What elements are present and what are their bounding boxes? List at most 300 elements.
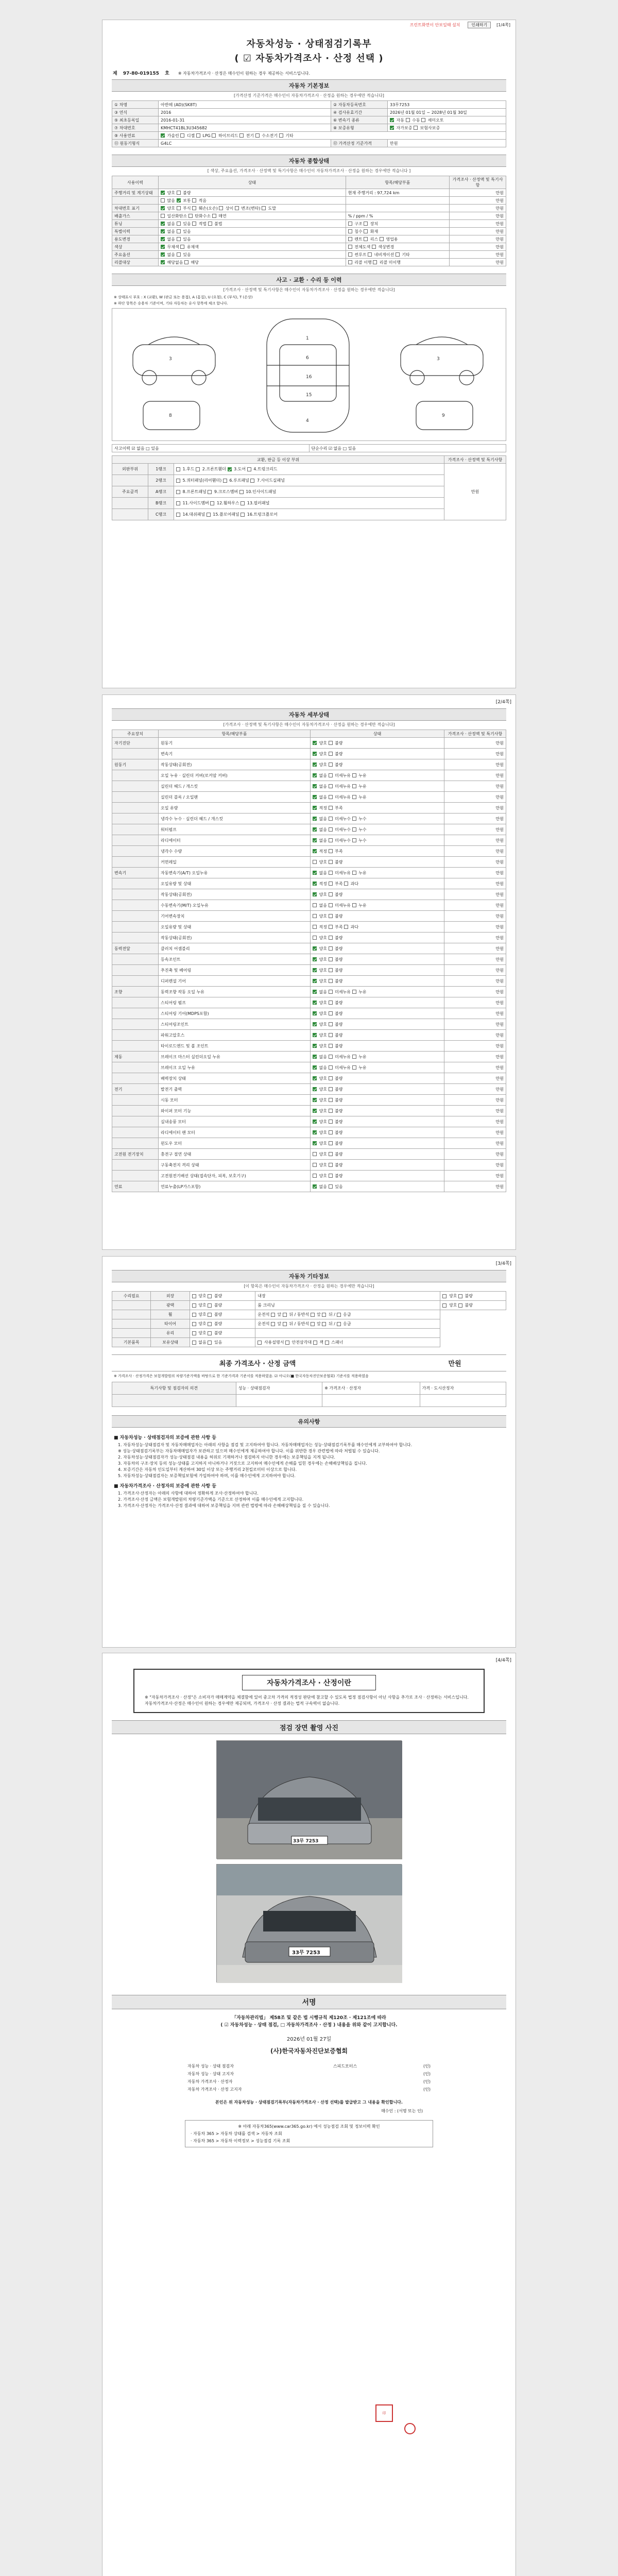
checkbox-checked[interactable] [313,806,317,810]
basic-value: KMHCT41BL3U345682 [159,124,331,132]
checkbox-empty[interactable] [188,214,193,218]
checkbox-empty[interactable] [283,1322,287,1326]
checkbox-empty[interactable] [329,990,333,994]
photo-title: 점검 장면 촬영 사진 [112,1720,506,1734]
checkbox-empty[interactable] [329,1087,333,1091]
detail-row [112,846,506,857]
checkbox-empty[interactable] [271,1313,275,1317]
svg-text:4: 4 [306,418,309,423]
checkbox-empty[interactable] [322,1313,326,1317]
detail-item: 오일 유량 [159,803,311,814]
general-status: 없음 있음 [159,228,346,235]
checkbox-empty[interactable] [352,1065,356,1070]
general-label: 주요옵션 [112,251,159,259]
notice-item: 5. 자동차성능·상태점검자는 보증책임보험에 가입하여야 하며, 이를 매수인에게 고지하여야 합니다. [118,1473,296,1478]
checkbox-empty[interactable] [241,501,245,505]
checkbox-checked[interactable] [161,229,165,233]
checkbox-empty[interactable] [329,1184,333,1189]
plate-rear: 33무 7253 [292,1950,320,1956]
checkbox-empty[interactable] [352,784,356,788]
checkbox-empty[interactable] [177,206,181,210]
checkbox-checked[interactable] [313,762,317,767]
checkbox-checked[interactable] [313,817,317,821]
checkbox-empty[interactable] [313,936,317,940]
detail-row [112,1149,506,1160]
checkbox-empty[interactable] [337,1322,341,1326]
checkbox-checked[interactable] [313,957,317,961]
checkbox-empty[interactable] [177,191,181,195]
checkbox-empty[interactable] [208,1303,212,1308]
checkbox-empty[interactable] [313,1341,317,1345]
checkbox-checked[interactable] [390,118,394,122]
checkbox-empty[interactable] [177,229,181,233]
general-item [346,197,449,205]
checkbox-empty[interactable] [208,222,212,226]
accident-note-1: ※ 상태표시 부호 : X (교환), W (판금 또는 용접), A (흠집), U (요철), C (부식), T (손상) [114,295,253,299]
checkbox-empty[interactable] [329,1044,333,1048]
etc-cell: 타이어 [151,1319,190,1329]
detail-status: 양호 불량 [311,1171,444,1181]
install-link[interactable]: 프린트화면이 안보일때 설치 [409,23,460,27]
general-label: 주행거리 및 계기상태 [112,189,159,197]
checkbox-empty[interactable] [329,1098,333,1102]
checkbox-empty[interactable] [313,1174,317,1178]
checkbox-empty[interactable] [322,1322,326,1326]
page-number: [4/4쪽] [495,1658,511,1663]
checkbox-checked[interactable] [313,979,317,983]
inspector-cell: 특기사항 및 점검자의 의견 [112,1382,236,1395]
checkbox-empty[interactable] [364,237,368,241]
checkbox-empty[interactable] [348,252,352,257]
checkbox-empty[interactable] [352,1055,356,1059]
checkbox-empty[interactable] [364,229,368,233]
checkbox-empty[interactable] [329,968,333,972]
checkbox-empty[interactable] [337,1313,341,1317]
notice-body [112,1428,506,1512]
checkbox-empty[interactable] [207,513,211,517]
checkbox-empty[interactable] [352,773,356,777]
checkbox-empty[interactable] [271,1322,275,1326]
checkbox-empty[interactable] [329,806,333,810]
checkbox-empty[interactable] [247,467,251,471]
checkbox-empty[interactable] [329,1163,333,1167]
checkbox-checked[interactable] [161,260,165,264]
detail-row [112,1041,506,1052]
basic-label: ⑨ 사용연료 [112,132,159,140]
checkbox-checked[interactable] [313,1087,317,1091]
checkbox-empty[interactable] [329,1076,333,1080]
basic-label: ⑤ 최초등록일 [112,116,159,124]
detail-amount: 만원 [444,738,506,749]
detail-row [112,1084,506,1095]
checkbox-empty[interactable] [313,1163,317,1167]
checkbox-empty[interactable] [329,1152,333,1156]
detail-amount: 만원 [444,987,506,997]
detail-status: 양호 불량 [311,857,444,868]
etc-cell: 양호 불량 [190,1292,255,1301]
checkbox-checked[interactable] [161,206,165,210]
detail-item: 원동기 [159,738,311,749]
detail-item: 시동 모터 [159,1095,311,1106]
checkbox-empty[interactable] [235,206,239,210]
checkbox-empty[interactable] [329,795,333,799]
checkbox-empty[interactable] [329,1001,333,1005]
etc-cell: 양호 불량 [190,1319,255,1329]
checkbox-empty[interactable] [329,784,333,788]
checkbox-checked[interactable] [313,1001,317,1005]
checkbox-empty[interactable] [161,214,165,218]
detail-item: 냉각수 수량 [159,846,311,857]
footer-note-1: ※ 아래 자동차365(www.car365.go.kr) 에서 성능점검 조회 및 정보이력 확인 [238,2124,380,2129]
checkbox-empty[interactable] [192,1331,196,1335]
checkbox-empty[interactable] [192,206,196,210]
checkbox-checked[interactable] [313,1076,317,1080]
checkbox-empty[interactable] [192,1294,196,1298]
checkbox-empty[interactable] [329,1120,333,1124]
checkbox-empty[interactable] [313,925,317,929]
checkbox-checked[interactable] [177,198,181,202]
checkbox-empty[interactable] [329,1011,333,1015]
checkbox-checked[interactable] [313,871,317,875]
checkbox-empty[interactable] [223,479,227,483]
basic-title: 자동차 기본정보 [112,79,506,92]
general-amount: 만원 [450,228,506,235]
checkbox-empty[interactable] [212,214,216,218]
detail-status: 적정 부족 과다 [311,878,444,889]
info-box-text: ※ "자동차가격조사 · 산정"은 소비자가 매매계약을 체결함에 있어 중고차 가격의 적정성 판단에 참고할 수 있도록 법정 점검사항이 아닌 사항을 추가로 조사 · 산정하는 서비스입니다. 자동차가격조사·산정은 매수인이 원하는 경우에만 제공되며, 가격조사 · 산정 결과는 법적 구속력이 없습니다. [145,1695,469,1706]
checkbox-empty[interactable] [329,860,333,864]
checkbox-empty[interactable] [239,490,244,494]
checkbox-empty[interactable] [208,1322,212,1326]
car-diagram [112,308,506,441]
checkbox-empty[interactable] [352,838,356,842]
detail-item: 라디에이터 [159,835,311,846]
checkbox-empty[interactable] [313,1152,317,1156]
detail-row [112,976,506,987]
detail-row [112,770,506,781]
checkbox-empty[interactable] [329,741,333,745]
checkbox-empty[interactable] [192,222,196,226]
detail-status: 양호 불량 [311,1138,444,1149]
etc-cell: 양호 불량 [190,1310,255,1319]
checkbox-empty[interactable] [176,467,180,471]
general-label: 배출가스 [112,212,159,220]
checkbox-checked[interactable] [313,1055,317,1059]
checkbox-empty[interactable] [208,1331,212,1335]
etc-cell: 양호 불량 [190,1301,255,1310]
checkbox-empty[interactable] [258,1341,262,1345]
checkbox-empty[interactable] [212,133,216,138]
sign-row [185,2086,433,2093]
checkbox-empty[interactable] [372,245,376,249]
checkbox-empty[interactable] [329,1130,333,1134]
checkbox-empty[interactable] [285,1341,289,1345]
checkbox-checked[interactable] [313,892,317,896]
checkbox-empty[interactable] [177,222,181,226]
checkbox-empty[interactable] [352,827,356,832]
checkbox-empty[interactable] [348,222,352,226]
checkbox-empty[interactable] [352,990,356,994]
checkbox-checked[interactable] [313,1098,317,1102]
checkbox-empty[interactable] [313,914,317,918]
company-seal: 印 [375,2404,393,2422]
checkbox-empty[interactable] [414,126,418,130]
checkbox-empty[interactable] [239,133,244,138]
detail-item: 오일유량 및 상태 [159,922,311,933]
detail-group [112,922,159,933]
detail-group [112,1019,159,1030]
checkbox-checked[interactable] [313,849,317,853]
checkbox-empty[interactable] [329,903,333,907]
checkbox-checked[interactable] [313,752,317,756]
checkbox-empty[interactable] [329,752,333,756]
checkbox-empty[interactable] [241,513,245,517]
parts-head-1: 교환, 판금 등 이상 부위 [112,456,444,464]
checkbox-empty[interactable] [250,479,254,483]
checkbox-checked[interactable] [313,1044,317,1048]
checkbox-empty[interactable] [313,860,317,864]
checkbox-checked[interactable] [161,245,165,249]
checkbox-empty[interactable] [192,1341,196,1345]
checkbox-empty[interactable] [176,513,180,517]
checkbox-empty[interactable] [329,762,333,767]
checkbox-checked[interactable] [313,741,317,745]
checkbox-empty[interactable] [329,849,333,853]
parts-table [112,455,506,520]
detail-status: 적정 부족 [311,803,444,814]
general-row [112,243,506,251]
checkbox-empty[interactable] [329,979,333,983]
checkbox-empty[interactable] [279,133,283,138]
inspector-cell: 가격 · 도시산정자 [420,1382,506,1395]
detail-amount: 만원 [444,1095,506,1106]
checkbox-empty[interactable] [176,501,180,505]
checkbox-checked[interactable] [313,1011,317,1015]
checkbox-empty[interactable] [329,946,333,951]
detail-row [112,1019,506,1030]
checkbox-empty[interactable] [329,838,333,842]
detail-group [112,1138,159,1149]
parts-rank: A랭크 [148,486,174,498]
sign-seal: (인) [423,2063,431,2069]
checkbox-empty[interactable] [210,501,214,505]
checkbox-empty[interactable] [208,490,212,494]
detail-amount: 만원 [444,1149,506,1160]
checkbox-empty[interactable] [180,245,184,249]
detail-status: 없음 미세누유 누유 [311,868,444,878]
checkbox-empty[interactable] [184,260,188,264]
general-status: 많음 보통 적음 [159,197,346,205]
checkbox-empty[interactable] [348,260,352,264]
checkbox-empty[interactable] [329,1022,333,1026]
checkbox-empty[interactable] [176,490,180,494]
checkbox-empty[interactable] [329,773,333,777]
checkbox-empty[interactable] [311,1322,315,1326]
parts-row [112,464,506,475]
info-box-title: 자동차가격조사 · 산정이란 [242,1675,376,1690]
checkbox-empty[interactable] [352,817,356,821]
checkbox-empty[interactable] [208,1313,212,1317]
checkbox-checked[interactable] [161,252,165,257]
checkbox-empty[interactable] [458,1303,462,1308]
checkbox-checked[interactable] [313,827,317,832]
checkbox-empty[interactable] [396,252,400,257]
checkbox-empty[interactable] [161,198,165,202]
checkbox-empty[interactable] [196,133,200,138]
checkbox-empty[interactable] [329,914,333,918]
parts-items: 11.사이드멤버 12.휠하우스 13.필러패널 [174,498,444,509]
general-row [112,228,506,235]
checkbox-empty[interactable] [329,1065,333,1070]
detail-amount: 만원 [444,900,506,911]
checkbox-empty[interactable] [192,1322,196,1326]
info-box [133,1669,485,1713]
checkbox-checked[interactable] [313,968,317,972]
checkbox-empty[interactable] [344,925,348,929]
checkbox-empty[interactable] [421,118,425,122]
checkbox-checked[interactable] [313,990,317,994]
checkbox-checked[interactable] [313,1130,317,1134]
checkbox-checked[interactable] [313,795,317,799]
checkbox-empty[interactable] [325,1341,329,1345]
etc-cell: 운전석 앞 뒤 / 동반석 앞 뒤 / 응급 [255,1310,440,1319]
accident-sub: [가격조사 · 산정액 및 특기사항은 매수인이 자동차가격조사 · 산정을 원하는 경우에만 적습니다] [223,287,395,292]
checkbox-checked[interactable] [313,838,317,842]
checkbox-checked[interactable] [313,1141,317,1145]
checkbox-checked[interactable] [313,1120,317,1124]
sign-row [185,2078,433,2086]
checkbox-checked[interactable] [390,126,394,130]
checkbox-empty[interactable] [368,252,372,257]
checkbox-empty[interactable] [219,206,223,210]
checkbox-empty[interactable] [329,1174,333,1178]
checkbox-empty[interactable] [344,882,348,886]
etc-cell: 양호 불량 [440,1292,506,1301]
checkbox-empty[interactable] [262,206,266,210]
checkbox-empty[interactable] [329,1141,333,1145]
detail-row [112,954,506,965]
detail-row [112,878,506,889]
checkbox-empty[interactable] [329,936,333,940]
checkbox-empty[interactable] [364,222,368,226]
checkbox-empty[interactable] [192,198,196,202]
checkbox-empty[interactable] [329,925,333,929]
checkbox-empty[interactable] [196,467,200,471]
checkbox-checked[interactable] [313,1022,317,1026]
checkbox-checked[interactable] [313,1033,317,1037]
detail-amount: 만원 [444,792,506,803]
detail-amount: 만원 [444,857,506,868]
checkbox-empty[interactable] [458,1294,462,1298]
checkbox-empty[interactable] [311,1313,315,1317]
checkbox-empty[interactable] [352,871,356,875]
checkbox-empty[interactable] [255,133,260,138]
checkbox-empty[interactable] [180,133,184,138]
detail-row [112,1030,506,1041]
checkbox-empty[interactable] [329,892,333,896]
svg-text:16: 16 [306,375,312,380]
detail-status: 양호 불량 [311,1019,444,1030]
checkbox-empty[interactable] [329,871,333,875]
checkbox-empty[interactable] [442,1294,447,1298]
general-status: 해당없음 해당 [159,259,346,266]
checkbox-empty[interactable] [208,1341,212,1345]
detail-status: 없음 미세누수 누수 [311,824,444,835]
checkbox-empty[interactable] [352,903,356,907]
detail-item: 자동변속기(A/T) 오일누유 [159,868,311,878]
checkbox-empty[interactable] [329,817,333,821]
detail-head-cell: 상태 [311,730,444,738]
checkbox-checked[interactable] [313,946,317,951]
checkbox-checked[interactable] [161,191,165,195]
detail-group [112,1041,159,1052]
checkbox-empty[interactable] [329,882,333,886]
checkbox-checked[interactable] [161,237,165,241]
etc-cell: 광택 [151,1301,190,1310]
checkbox-empty[interactable] [373,260,377,264]
detail-amount: 만원 [444,1073,506,1084]
detail-group [112,814,159,824]
checkbox-checked[interactable] [313,1065,317,1070]
checkbox-checked[interactable] [313,882,317,886]
checkbox-empty[interactable] [348,229,352,233]
checkbox-empty[interactable] [177,252,181,257]
page-number: [3/4쪽] [495,1261,511,1266]
checkbox-checked[interactable] [161,133,165,138]
checkbox-empty[interactable] [442,1303,447,1308]
detail-group [112,824,159,835]
checkbox-checked[interactable] [161,222,165,226]
checkbox-empty[interactable] [283,1313,287,1317]
checkbox-empty[interactable] [348,245,352,249]
detail-row [112,933,506,943]
checkbox-empty[interactable] [329,1109,333,1113]
checkbox-empty[interactable] [192,1313,196,1317]
detail-status: 양호 불량 [311,749,444,759]
checkbox-empty[interactable] [177,237,181,241]
detail-item: 추진축 및 베어링 [159,965,311,976]
svg-text:8: 8 [169,413,172,418]
checkbox-checked[interactable] [313,1184,317,1189]
checkbox-empty[interactable] [176,479,180,483]
checkbox-empty[interactable] [329,1033,333,1037]
checkbox-empty[interactable] [380,237,384,241]
checkbox-checked[interactable] [313,773,317,777]
checkbox-empty[interactable] [192,1303,196,1308]
checkbox-empty[interactable] [329,957,333,961]
checkbox-empty[interactable] [313,903,317,907]
detail-group [112,803,159,814]
detail-group: 조향 [112,987,159,997]
general-amount: 만원 [450,235,506,243]
checkbox-checked[interactable] [228,467,232,471]
checkbox-empty[interactable] [329,1055,333,1059]
print-button[interactable]: 인쇄하기 [468,22,491,28]
doc-title-2: ( ☑ 자동차가격조사 · 산정 선택 ) [234,53,384,64]
checkbox-empty[interactable] [208,1294,212,1298]
detail-amount: 만원 [444,824,506,835]
detail-group [112,835,159,846]
checkbox-empty[interactable] [348,237,352,241]
checkbox-empty[interactable] [352,795,356,799]
detail-status: 양호 불량 [311,1008,444,1019]
checkbox-empty[interactable] [406,118,410,122]
detail-item: 스티어링조인트 [159,1019,311,1030]
checkbox-checked[interactable] [313,784,317,788]
checkbox-checked[interactable] [313,1109,317,1113]
detail-group [112,889,159,900]
checkbox-empty[interactable] [329,827,333,832]
